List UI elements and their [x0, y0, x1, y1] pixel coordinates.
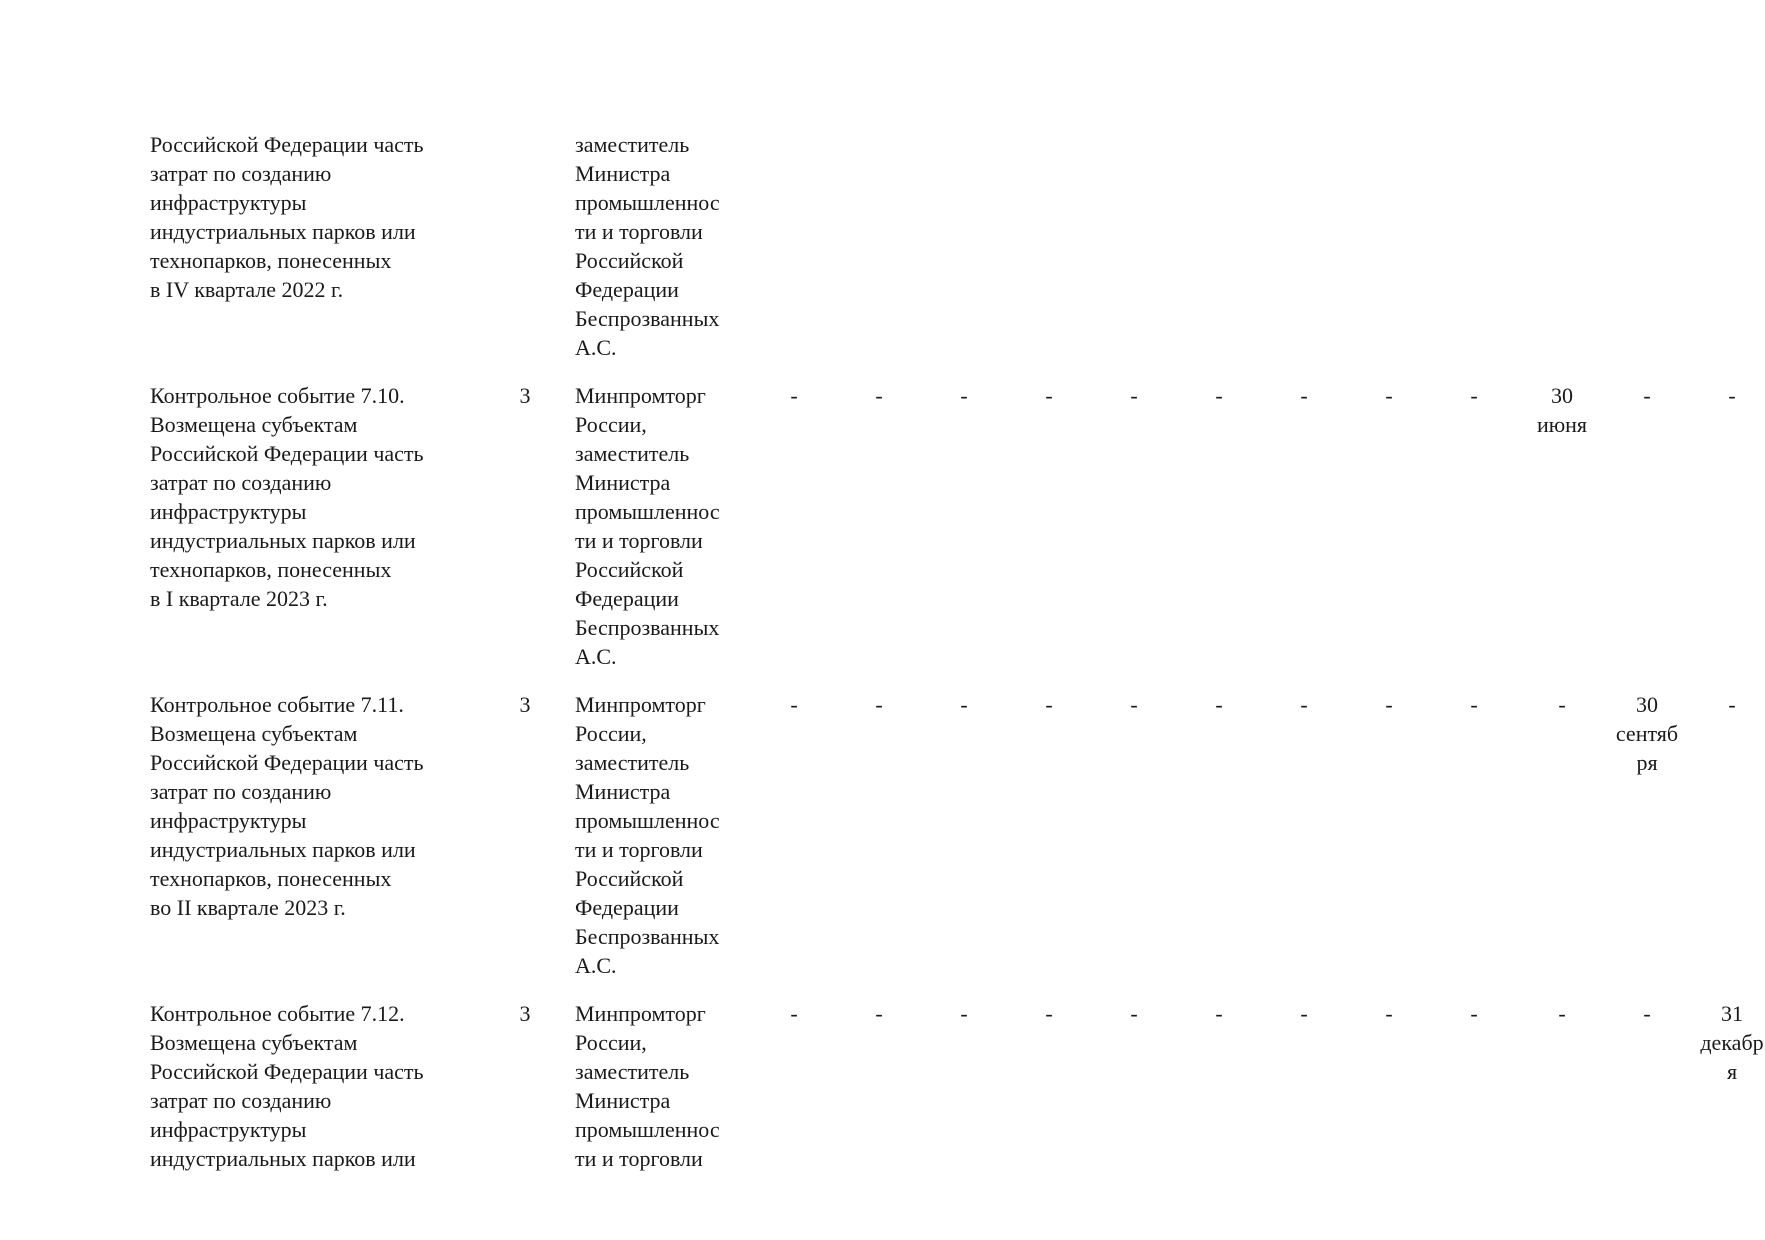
- month-cell: -: [1300, 383, 1308, 408]
- event-description: Контрольное событие 7.11. Возмещена субъектам Российской Федерации часть затрат по созданию инфраструктуры индустриальных парков или технопарков, понесенных во II квартале 2023 г.: [150, 692, 424, 920]
- month-cell: -: [1300, 692, 1308, 717]
- month-cell: -: [1045, 383, 1053, 408]
- month-cell: -: [1470, 692, 1478, 717]
- month-cell: -: [1643, 1001, 1651, 1026]
- month-cell: -: [960, 383, 968, 408]
- month-cell: -: [790, 383, 798, 408]
- month-cell: -: [1385, 1001, 1393, 1026]
- month-cell: -: [1558, 1001, 1566, 1026]
- month-cell: -: [1215, 1001, 1223, 1026]
- month-cell: -: [1385, 383, 1393, 408]
- event-description: Российской Федерации часть затрат по созданию инфраструктуры индустриальных парков или технопарков, понесенных в IV квартале 2022 г.: [150, 132, 424, 302]
- month-cell: 31 декабр я: [1700, 1001, 1764, 1084]
- month-cell: -: [1558, 692, 1566, 717]
- event-responsible: Минпромторг России, заместитель Министра промышленнос ти и торговли Российской Федерации Беспрозванных А.С.: [575, 692, 720, 978]
- month-cell: -: [1215, 383, 1223, 408]
- event-description: Контрольное событие 7.10. Возмещена субъектам Российской Федерации часть затрат по созданию инфраструктуры индустриальных парков или технопарков, понесенных в I квартале 2023 г.: [150, 383, 424, 611]
- month-cell: -: [960, 1001, 968, 1026]
- event-description: Контрольное событие 7.12. Возмещена субъектам Российской Федерации часть затрат по созданию инфраструктуры индустриальных парков или: [150, 1001, 424, 1171]
- month-cell: -: [1130, 1001, 1138, 1026]
- month-cell: -: [790, 692, 798, 717]
- month-cell: -: [1385, 692, 1393, 717]
- month-cell: -: [1643, 383, 1651, 408]
- month-cell: -: [1130, 692, 1138, 717]
- month-cell: -: [960, 692, 968, 717]
- event-level: 3: [519, 383, 531, 408]
- month-cell: -: [875, 692, 883, 717]
- month-cell: -: [875, 1001, 883, 1026]
- month-cell: -: [790, 1001, 798, 1026]
- month-cell: -: [1045, 1001, 1053, 1026]
- event-level: 3: [519, 692, 531, 717]
- month-cell: -: [1215, 692, 1223, 717]
- month-cell: -: [1470, 383, 1478, 408]
- month-cell: 30 сентяб ря: [1615, 692, 1679, 775]
- month-cell: -: [1300, 1001, 1308, 1026]
- month-cell: -: [1470, 1001, 1478, 1026]
- event-level: 3: [519, 1001, 531, 1026]
- event-responsible: заместитель Министра промышленнос ти и торговли Российской Федерации Беспрозванных А.С.: [575, 132, 720, 360]
- event-responsible: Минпромторг России, заместитель Министра промышленнос ти и торговли Российской Федерации Беспрозванных А.С.: [575, 383, 720, 669]
- month-cell: -: [875, 383, 883, 408]
- event-responsible: Минпромторг России, заместитель Министра промышленнос ти и торговли: [575, 1001, 720, 1171]
- month-cell: -: [1728, 383, 1736, 408]
- month-cell: 30 июня: [1536, 383, 1588, 437]
- month-cell: -: [1130, 383, 1138, 408]
- month-cell: -: [1728, 692, 1736, 717]
- month-cell: -: [1045, 692, 1053, 717]
